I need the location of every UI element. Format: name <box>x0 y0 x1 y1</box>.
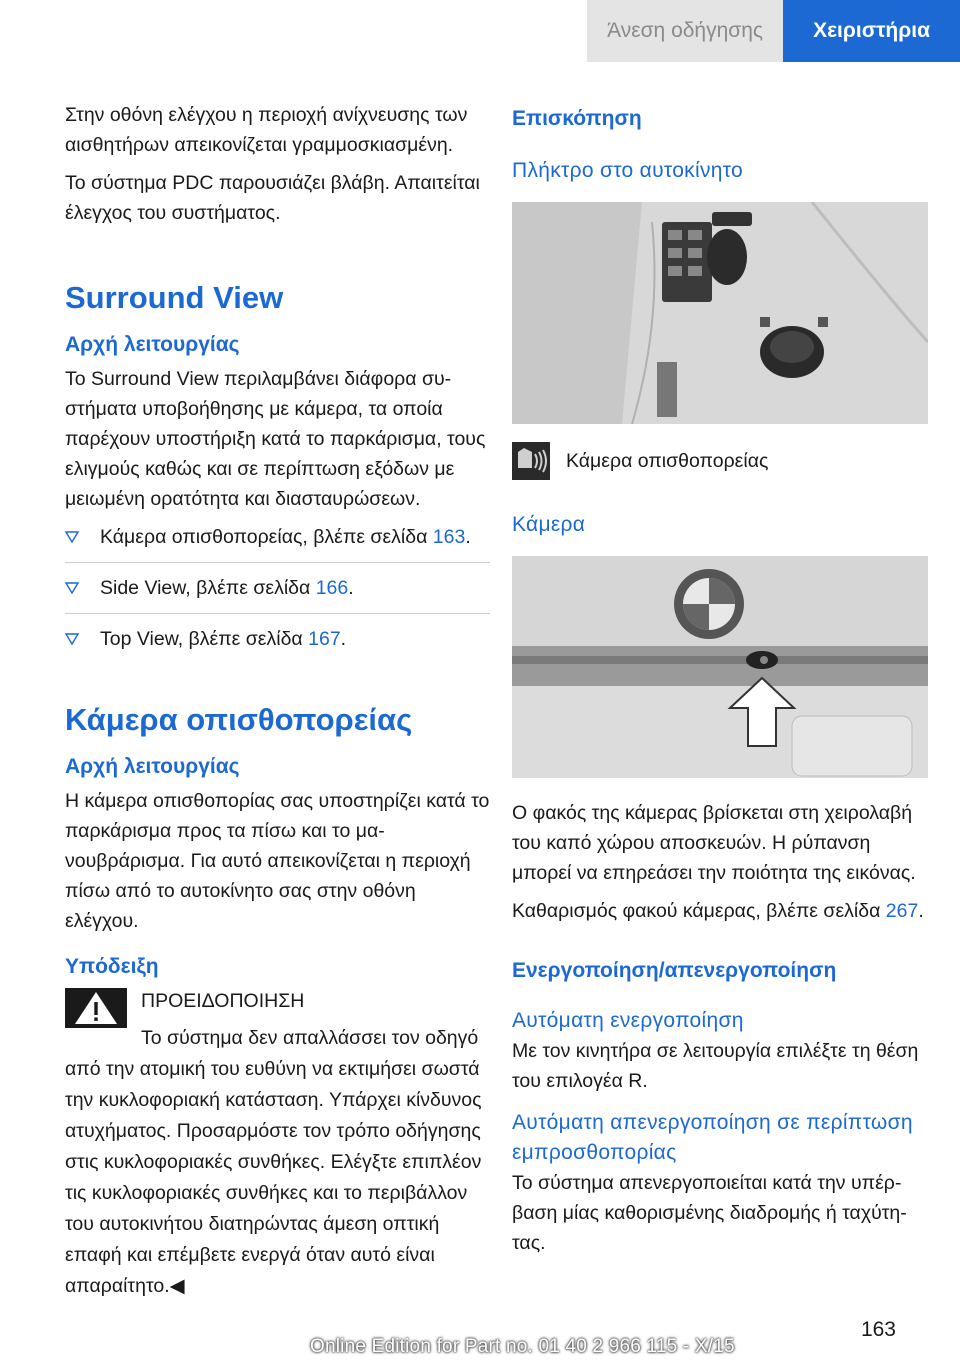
list-item-text: Κάμερα οπισθοπορείας, βλέπε σελίδα <box>100 526 433 548</box>
triangle-bullet-icon <box>65 531 79 543</box>
center-console-photo <box>512 202 928 424</box>
left-column <box>65 100 490 1310</box>
warning-triangle-icon <box>65 988 127 1028</box>
cleaning-end: . <box>918 900 924 922</box>
warning-label: ΠΡΟΕΙΔΟΠΟΙΗΣΗ <box>141 990 305 1012</box>
cleaning-text: Καθαρισμός φακού κάμερας, βλέπε σελίδα <box>512 900 886 922</box>
auto-deactivation-text: Το σύστημα απενεργοποιείται κατά την υπέρβαση μίας καθορισμένης διαδρομής ή ταχύτητας. <box>512 1172 907 1254</box>
intro-paragraph-1: Στην οθόνη ελέγχου η περιοχή ανίχνευσης των αισθητήρων απεικονίζεται γραμμοσκιασμένη. <box>65 104 468 156</box>
surround-principle-heading: Αρχή λειτουργίας <box>65 333 240 356</box>
footer <box>0 1318 960 1362</box>
page-link-163[interactable]: 163 <box>432 526 466 548</box>
list-item-end: . <box>465 526 471 548</box>
caption-text: Κάμερα οπισθοπορείας <box>566 449 769 472</box>
note-heading: Υπόδειξη <box>65 955 159 978</box>
warning-text: από την ατομική του ευθύνη να εκτιμήσει σωστά την κυκλοφοριακή κατάσταση. Υπάρχει κίνδυνος ατυχήματος. Προσαρμόστε τον τρόπο οδήγησης στις κυκλοφοριακές συνθήκες. Ελέγξτε επιπλέον τις κυκλοφοριακές συνθήκες και το περιβάλλον του αυτοκινήτου διατηρώντας άμεση οπτική επαφή και επέμβετε ενεργά όταν αυτό είναι απαραίτητο.◀ <box>65 1058 482 1297</box>
triangle-bullet-icon <box>65 633 79 645</box>
page-link-166[interactable]: 166 <box>315 577 349 599</box>
surround-view-heading: Surround View <box>65 280 284 315</box>
auto-activation-heading: Αυτόματη ενεργοποίηση <box>512 1009 744 1032</box>
camera-subheading: Κάμερα <box>512 513 586 536</box>
page-link-167[interactable]: 167 <box>308 628 341 650</box>
button-in-car-heading: Πλήκτρο στο αυτοκίνητο <box>512 159 743 182</box>
list-item-end: . <box>340 628 347 650</box>
overview-heading: Επισκόπηση <box>512 107 642 130</box>
surround-paragraph: Το Surround View περιλαμβάνει διάφορα συστήματα υποβοήθησης με κάμερα, τα οποία παρέχουν υποστήριξη κατά το παρκάρισμα, τους ελιγμούς καθώς και σε περίπτωση εξόδων με μειωμένη ορατότητα και διασταυρώσεων. <box>65 368 486 510</box>
camera-description: Ο φακός της κάμερας βρίσκεται στη χειρολαβή του καπό χώρου αποσκευών. Η ρύπανση μπορεί να επηρεάσει την ποιότητα της εικόνας. <box>512 802 916 884</box>
right-column <box>512 100 928 1266</box>
camera-paragraph: Η κάμερα οπισθοπορίας σας υποστηρίζει κατά το παρκάρισμα προς τα πίσω και το μανουβράρισμα. Για αυτό απεικονίζεται η περιοχή πίσω από το αυτοκίνητο σας στην οθόνη ελέγχου. <box>65 790 490 932</box>
edition-text: Online Edition for Part no. 01 40 2 966 115 - X/15 <box>310 1336 735 1357</box>
auto-deactivation-heading: Αυτόματη απενεργοποίηση σε περίπτωση εμπροσθοπορίας <box>512 1111 913 1164</box>
intro-paragraph-2: Το σύστημα PDC παρουσιάζει βλάβη. Απαιτείται έλεγχος του συστήματος. <box>65 172 480 224</box>
header-tabs <box>587 0 960 62</box>
list-item-text: Top View, βλέπε σελίδα <box>100 628 309 650</box>
activation-heading: Ενεργοποίηση/απενεργοποίηση <box>512 959 837 982</box>
cleaning-reference <box>512 896 928 926</box>
page-number: 163 <box>860 1318 896 1341</box>
warning-block <box>65 986 490 1054</box>
triangle-bullet-icon <box>65 582 79 594</box>
list-item <box>65 573 490 614</box>
page-link-267[interactable]: 267 <box>885 900 919 922</box>
warning-first-line: Το σύστημα δεν απαλλάσσει τον οδηγό <box>141 1027 479 1049</box>
list-item <box>65 624 490 664</box>
list-item <box>65 522 490 563</box>
camera-button-caption <box>512 442 928 480</box>
list-item-text: Side View, βλέπε σελίδα <box>100 577 316 599</box>
section-tab-controls[interactable]: Χειριστήρια <box>783 0 960 62</box>
rear-camera-heading: Κάμερα οπισθοπορείας <box>65 702 413 737</box>
camera-principle-heading: Αρχή λειτουργίας <box>65 755 240 778</box>
list-item-end: . <box>348 577 354 599</box>
camera-button-icon <box>512 442 550 480</box>
section-tab-comfort[interactable]: Άνεση οδήγησης <box>587 0 783 62</box>
see-also-list <box>65 522 490 664</box>
auto-activation-text: Με τον κινητήρα σε λειτουργία επιλέξτε τη θέση του επιλογέα R. <box>512 1040 919 1092</box>
trunk-camera-photo <box>512 556 928 778</box>
